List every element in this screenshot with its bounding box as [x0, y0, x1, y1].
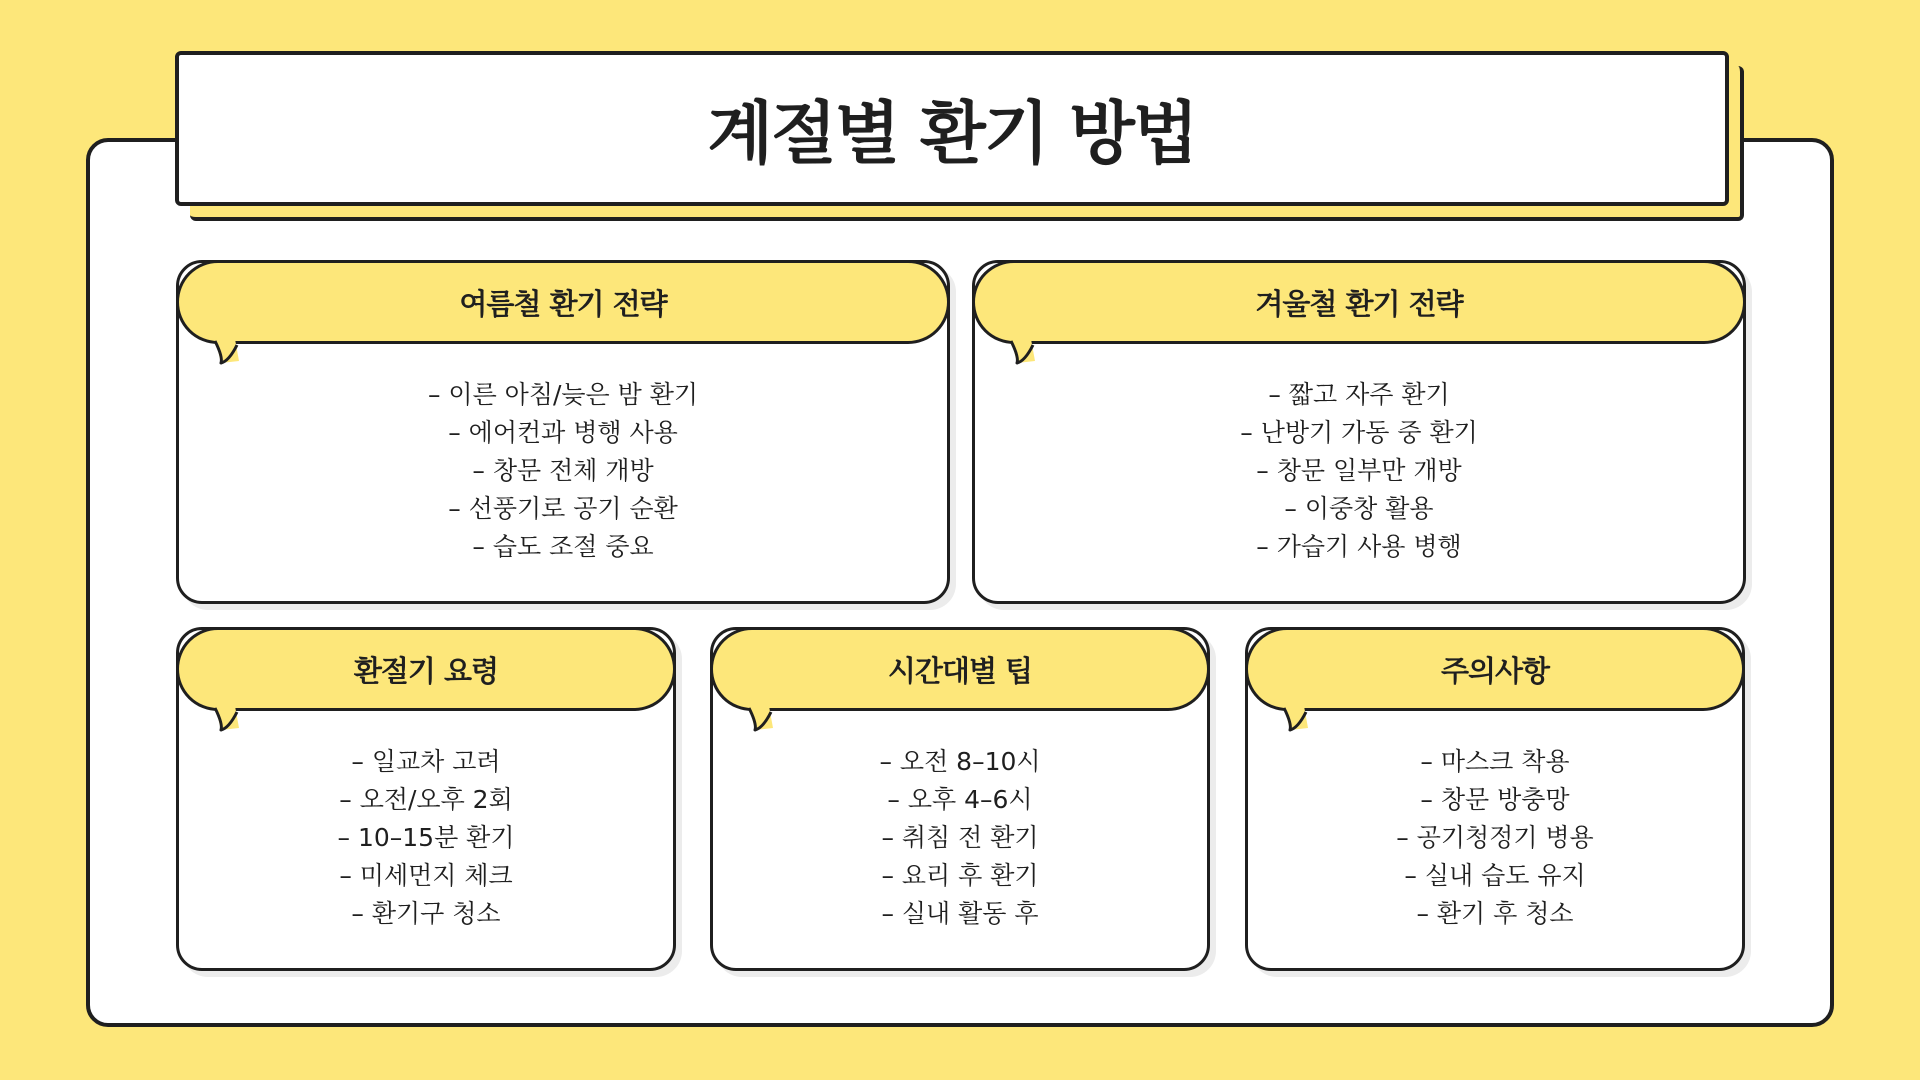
list-item: – 가습기 사용 병행: [1256, 532, 1462, 561]
list-item: – 미세먼지 체크: [339, 861, 513, 890]
list-item: – 선풍기로 공기 순환: [448, 494, 678, 523]
list-item: – 환기구 청소: [351, 899, 501, 928]
card-list: [179, 743, 673, 933]
card-summer: [176, 260, 950, 604]
card-heading: 겨울철 환기 전략: [1255, 286, 1463, 321]
card-transition: [176, 627, 676, 971]
list-item: – 환기 후 청소: [1416, 899, 1574, 928]
list-item: – 공기청정기 병용: [1396, 823, 1594, 852]
page-title: 계절별 환기 방법: [707, 95, 1197, 174]
list-item: – 이중창 활용: [1284, 494, 1434, 523]
list-item: – 난방기 가동 중 환기: [1240, 418, 1478, 447]
card-heading: 주의사항: [1440, 653, 1550, 688]
list-item: – 이른 아침/늦은 밤 환기: [427, 380, 699, 409]
card-list: [713, 743, 1207, 933]
list-item: – 오전/오후 2회: [339, 785, 513, 814]
list-item: – 요리 후 환기: [881, 861, 1039, 890]
title-box: [175, 51, 1729, 206]
card-list: [975, 376, 1743, 566]
list-item: – 창문 일부만 개방: [1256, 456, 1462, 485]
list-item: – 10–15분 환기: [337, 823, 515, 852]
list-item: – 일교차 고려: [351, 747, 501, 776]
list-item: – 짧고 자주 환기: [1268, 380, 1450, 409]
list-item: – 실내 활동 후: [881, 899, 1039, 928]
list-item: – 마스크 착용: [1420, 747, 1570, 776]
list-item: – 오전 8–10시: [879, 747, 1041, 776]
list-item: – 창문 방충망: [1420, 785, 1570, 814]
card-header: [710, 627, 1210, 711]
card-cautions: [1245, 627, 1745, 971]
list-item: – 오후 4–6시: [887, 785, 1033, 814]
card-time-tips: [710, 627, 1210, 971]
list-item: – 창문 전체 개방: [472, 456, 654, 485]
card-header: [176, 627, 676, 711]
card-header: [176, 260, 950, 344]
list-item: – 취침 전 환기: [881, 823, 1039, 852]
card-heading: 시간대별 팁: [887, 653, 1033, 688]
list-item: – 습도 조절 중요: [472, 532, 654, 561]
card-heading: 환절기 요령: [353, 653, 499, 688]
list-item: – 에어컨과 병행 사용: [448, 418, 678, 447]
card-header: [972, 260, 1746, 344]
card-list: [1248, 743, 1742, 933]
card-winter: [972, 260, 1746, 604]
card-header: [1245, 627, 1745, 711]
card-list: [179, 376, 947, 566]
list-item: – 실내 습도 유지: [1404, 861, 1586, 890]
card-heading: 여름철 환기 전략: [459, 286, 667, 321]
